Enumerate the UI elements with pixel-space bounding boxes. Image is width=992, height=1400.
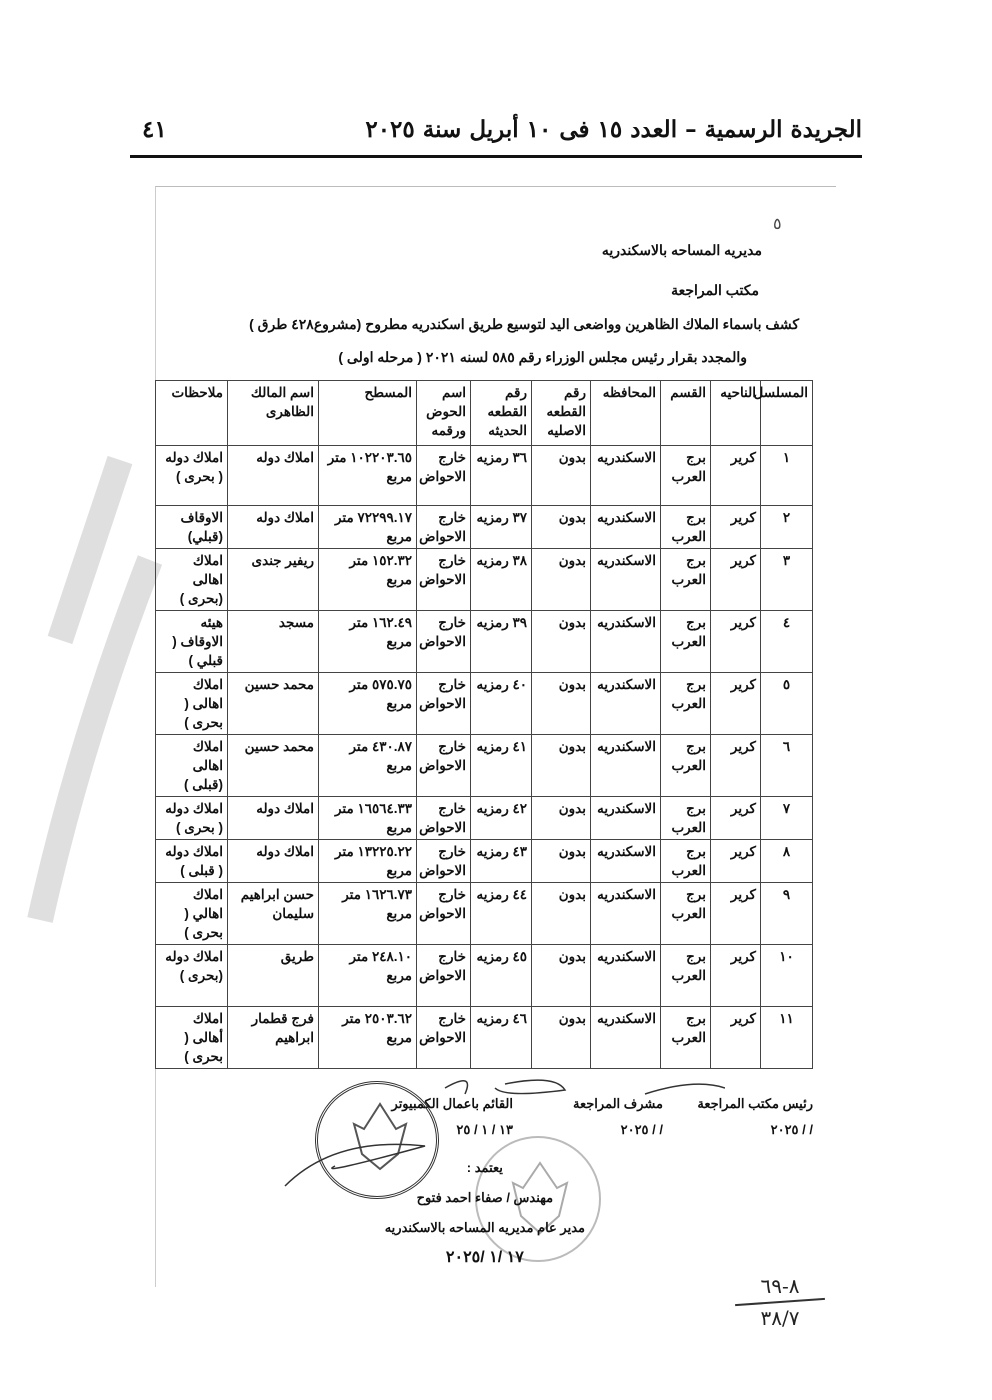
table-header-row xyxy=(156,381,813,446)
table-cell: ٣٦ رمزيه xyxy=(471,446,532,506)
table-cell: ٣٩ رمزيه xyxy=(471,611,532,673)
table-cell: برج العرب xyxy=(661,883,711,945)
table-cell: بدون xyxy=(532,549,591,611)
table-cell: حسن ابراهيم سليمان xyxy=(228,883,319,945)
director-date: ١٧ /١ /٢٠٢٥ xyxy=(445,1249,524,1266)
table-cell: كرير xyxy=(711,1007,761,1069)
table-cell: كرير xyxy=(711,611,761,673)
table-cell: بدون xyxy=(532,673,591,735)
review-supervisor-label: مشرف المراجعة xyxy=(573,1096,663,1111)
table-cell: ٣٧ رمزيه xyxy=(471,506,532,549)
table-cell: محمد حسين xyxy=(228,735,319,797)
table-cell: الاسكندريه xyxy=(591,797,661,840)
table-cell: الاسكندريه xyxy=(591,1007,661,1069)
table-cell: ١٦٢.٤٩ متر مربع xyxy=(319,611,417,673)
director-title: مدير عام مديريه المساحه بالاسكندريه xyxy=(384,1220,585,1235)
column-header: المسطح xyxy=(319,381,417,446)
table-cell: املاك أهالى ( بحرى ) xyxy=(156,1007,228,1069)
head-office-label: رئيس مكتب المراجعة xyxy=(697,1096,813,1111)
table-cell: خارج الاحواض xyxy=(417,673,471,735)
table-cell: خارج الاحواض xyxy=(417,506,471,549)
table-cell: ١٥٢.٣٢ متر مربع xyxy=(319,549,417,611)
table-row xyxy=(156,446,813,506)
table-cell: برج العرب xyxy=(661,797,711,840)
engineer-name: مهندس / صفاء احمد فتوح xyxy=(416,1190,554,1205)
table-cell: ١٣٢٢٥.٢٢ متر مربع xyxy=(319,840,417,883)
column-header: القسم xyxy=(661,381,711,446)
table-cell: كرير xyxy=(711,797,761,840)
column-header: اسم المالك الظاهرى xyxy=(228,381,319,446)
table-cell: برج العرب xyxy=(661,1007,711,1069)
table-cell: بدون xyxy=(532,506,591,549)
table-cell: الاوقاف (قبلي) xyxy=(156,506,228,549)
signature-area xyxy=(155,1091,835,1361)
column-header: ملاحظات xyxy=(156,381,228,446)
table-row xyxy=(156,840,813,883)
table-cell: كرير xyxy=(711,945,761,1007)
table-cell: الاسكندريه xyxy=(591,840,661,883)
table-cell: ٣٨ رمزيه xyxy=(471,549,532,611)
approved-label: يعتمد : xyxy=(466,1160,503,1175)
table-cell: ٤ xyxy=(761,611,813,673)
owners-table xyxy=(155,380,813,1069)
table-cell: ٨ xyxy=(761,840,813,883)
table-cell: برج العرب xyxy=(661,549,711,611)
table-cell: بدون xyxy=(532,1007,591,1069)
table-cell: خارج الاحواض xyxy=(417,611,471,673)
table-cell: ٤٥ رمزيه xyxy=(471,945,532,1007)
table-cell: هيئه الاوقاف ( قبلي ) xyxy=(156,611,228,673)
page-mark: ٥ xyxy=(773,216,782,233)
table-cell: الاسكندريه xyxy=(591,735,661,797)
table-cell: املاك دوله ( بحرى ) xyxy=(156,797,228,840)
table-cell: املاك دوله xyxy=(228,446,319,506)
table-cell: مسجد xyxy=(228,611,319,673)
table-cell: بدون xyxy=(532,611,591,673)
date-supervisor: / / ٢٠٢٥ xyxy=(620,1122,663,1137)
column-header: اسم الحوض ورقمه xyxy=(417,381,471,446)
table-cell: الاسكندريه xyxy=(591,446,661,506)
table-cell: املاك اهالى ( بحرى ) xyxy=(156,673,228,735)
table-cell: خارج الاحواض xyxy=(417,840,471,883)
table-cell: ٤١ رمزيه xyxy=(471,735,532,797)
header-rule xyxy=(130,155,862,158)
table-cell: كرير xyxy=(711,883,761,945)
table-cell: كرير xyxy=(711,506,761,549)
table-cell: خارج الاحواض xyxy=(417,945,471,1007)
table-cell: فرج قطمار ابراهيم xyxy=(228,1007,319,1069)
margin-note-bottom: ٣٨/٧ xyxy=(760,1306,800,1330)
computer-operator-label: القائم باعمال الكمبيوتر xyxy=(391,1096,513,1111)
table-cell: برج العرب xyxy=(661,945,711,1007)
table-row xyxy=(156,611,813,673)
table-cell: برج العرب xyxy=(661,673,711,735)
table-cell: املاك اهالي ( بحرى ) xyxy=(156,883,228,945)
table-cell: كرير xyxy=(711,840,761,883)
table-row xyxy=(156,549,813,611)
table-cell: املاك دوله xyxy=(228,840,319,883)
table-row xyxy=(156,797,813,840)
table-row xyxy=(156,945,813,1007)
approval-block xyxy=(385,1153,585,1273)
table-cell: خارج الاحواض xyxy=(417,549,471,611)
document-title: كشف باسماء الملاك الظاهرين وواضعى اليد لتوسيع طريق اسكندريه مطروح (مشروع٤٢٨ طرق ) xyxy=(249,316,799,332)
table-cell: طريق xyxy=(228,945,319,1007)
table-cell: ٥ xyxy=(761,673,813,735)
page-number: ٤١ xyxy=(142,116,167,143)
table-cell: املاك دوله xyxy=(228,506,319,549)
table-cell: ٤٠ رمزيه xyxy=(471,673,532,735)
table-cell: برج العرب xyxy=(661,506,711,549)
table-cell: الاسكندريه xyxy=(591,549,661,611)
table-cell: املاك دوله ( بحرى ) xyxy=(156,446,228,506)
table-cell: ٤٢ رمزيه xyxy=(471,797,532,840)
table-cell: خارج الاحواض xyxy=(417,735,471,797)
gazette-title: الجريدة الرسمية – العدد ١٥ فى ١٠ أبريل سنة ٢٠٢٥ xyxy=(365,116,862,143)
table-cell: ٤٣٠.٨٧ متر مربع xyxy=(319,735,417,797)
table-row xyxy=(156,506,813,549)
table-cell: ٤٦ رمزيه xyxy=(471,1007,532,1069)
table-cell: بدون xyxy=(532,797,591,840)
table-cell: املاك دوله ( قبلى ) xyxy=(156,840,228,883)
table-cell: ٣ xyxy=(761,549,813,611)
column-header: المحافظه xyxy=(591,381,661,446)
office-name: مكتب المراجعة xyxy=(671,282,759,298)
table-cell: كرير xyxy=(711,735,761,797)
column-header: الناحيه xyxy=(711,381,761,446)
table-cell: املاك اهالى (قبلى ) xyxy=(156,735,228,797)
table-cell: خارج الاحواض xyxy=(417,446,471,506)
table-cell: خارج الاحواض xyxy=(417,883,471,945)
document-subtitle: والمجدد بقرار رئيس مجلس الوزراء رقم ٥٨٥ لسنه ٢٠٢١ ( مرحله اولى ) xyxy=(338,349,747,365)
directorate-name: مديريه المساحه بالاسكندريه xyxy=(601,242,762,258)
table-cell: ١ xyxy=(761,446,813,506)
table-row xyxy=(156,1007,813,1069)
table-cell: ٤٤ رمزيه xyxy=(471,883,532,945)
table-cell: بدون xyxy=(532,840,591,883)
margin-notes xyxy=(735,1271,825,1333)
table-cell: خارج الاحواض xyxy=(417,1007,471,1069)
table-cell: املاك دوله (بحرى ) xyxy=(156,945,228,1007)
table-row xyxy=(156,883,813,945)
table-cell: ١٦٥٦٤.٣٣ متر مربع xyxy=(319,797,417,840)
column-header: رقم القطعه الحديثه xyxy=(471,381,532,446)
table-cell: بدون xyxy=(532,883,591,945)
column-header: رقم القطعه الاصليه xyxy=(532,381,591,446)
table-row xyxy=(156,673,813,735)
table-cell: الاسكندريه xyxy=(591,883,661,945)
table-cell: خارج الاحواض xyxy=(417,797,471,840)
table-cell: كرير xyxy=(711,549,761,611)
table-cell: برج العرب xyxy=(661,735,711,797)
table-cell: املاك دوله xyxy=(228,797,319,840)
table-cell: برج العرب xyxy=(661,611,711,673)
margin-note-top: ٨-٦٩ xyxy=(760,1274,800,1298)
table-cell: ٢٤٨.١٠ متر مربع xyxy=(319,945,417,1007)
table-cell: ١٠٢٢٠٣.٦٥ متر مربع xyxy=(319,446,417,506)
table-cell: برج العرب xyxy=(661,840,711,883)
table-cell: ريفير جندى xyxy=(228,549,319,611)
table-cell: ٢٥٠٣.٦٢ متر مربع xyxy=(319,1007,417,1069)
table-cell: ٧ xyxy=(761,797,813,840)
table-cell: ٢ xyxy=(761,506,813,549)
table-cell: املاك اهالى (بحرى ) xyxy=(156,549,228,611)
table-cell: بدون xyxy=(532,945,591,1007)
table-cell: ٧٢٢٩٩.١٧ متر مربع xyxy=(319,506,417,549)
table-cell: ٤٣ رمزيه xyxy=(471,840,532,883)
date-head: / / ٢٠٢٥ xyxy=(770,1122,813,1137)
table-cell: بدون xyxy=(532,446,591,506)
table-row xyxy=(156,735,813,797)
date-operator: ١٣ / ١ / ٢٥ xyxy=(456,1122,513,1137)
table-cell: ٥٧٥.٧٥ متر مربع xyxy=(319,673,417,735)
table-cell: بدون xyxy=(532,735,591,797)
table-cell: محمد حسين xyxy=(228,673,319,735)
table-cell: برج العرب xyxy=(661,446,711,506)
table-cell: الاسكندريه xyxy=(591,611,661,673)
table-cell: الاسكندريه xyxy=(591,673,661,735)
table-cell: كرير xyxy=(711,446,761,506)
table-cell: ٩ xyxy=(761,883,813,945)
page-header xyxy=(130,112,862,152)
column-header: المسلسل xyxy=(761,381,813,446)
table-cell: الاسكندريه xyxy=(591,506,661,549)
table-cell: الاسكندريه xyxy=(591,945,661,1007)
table-cell: ٦ xyxy=(761,735,813,797)
table-cell: كرير xyxy=(711,673,761,735)
table-cell: ١٦٢٦.٧٣ متر مربع xyxy=(319,883,417,945)
table-cell: ١٠ xyxy=(761,945,813,1007)
table-cell: ١١ xyxy=(761,1007,813,1069)
